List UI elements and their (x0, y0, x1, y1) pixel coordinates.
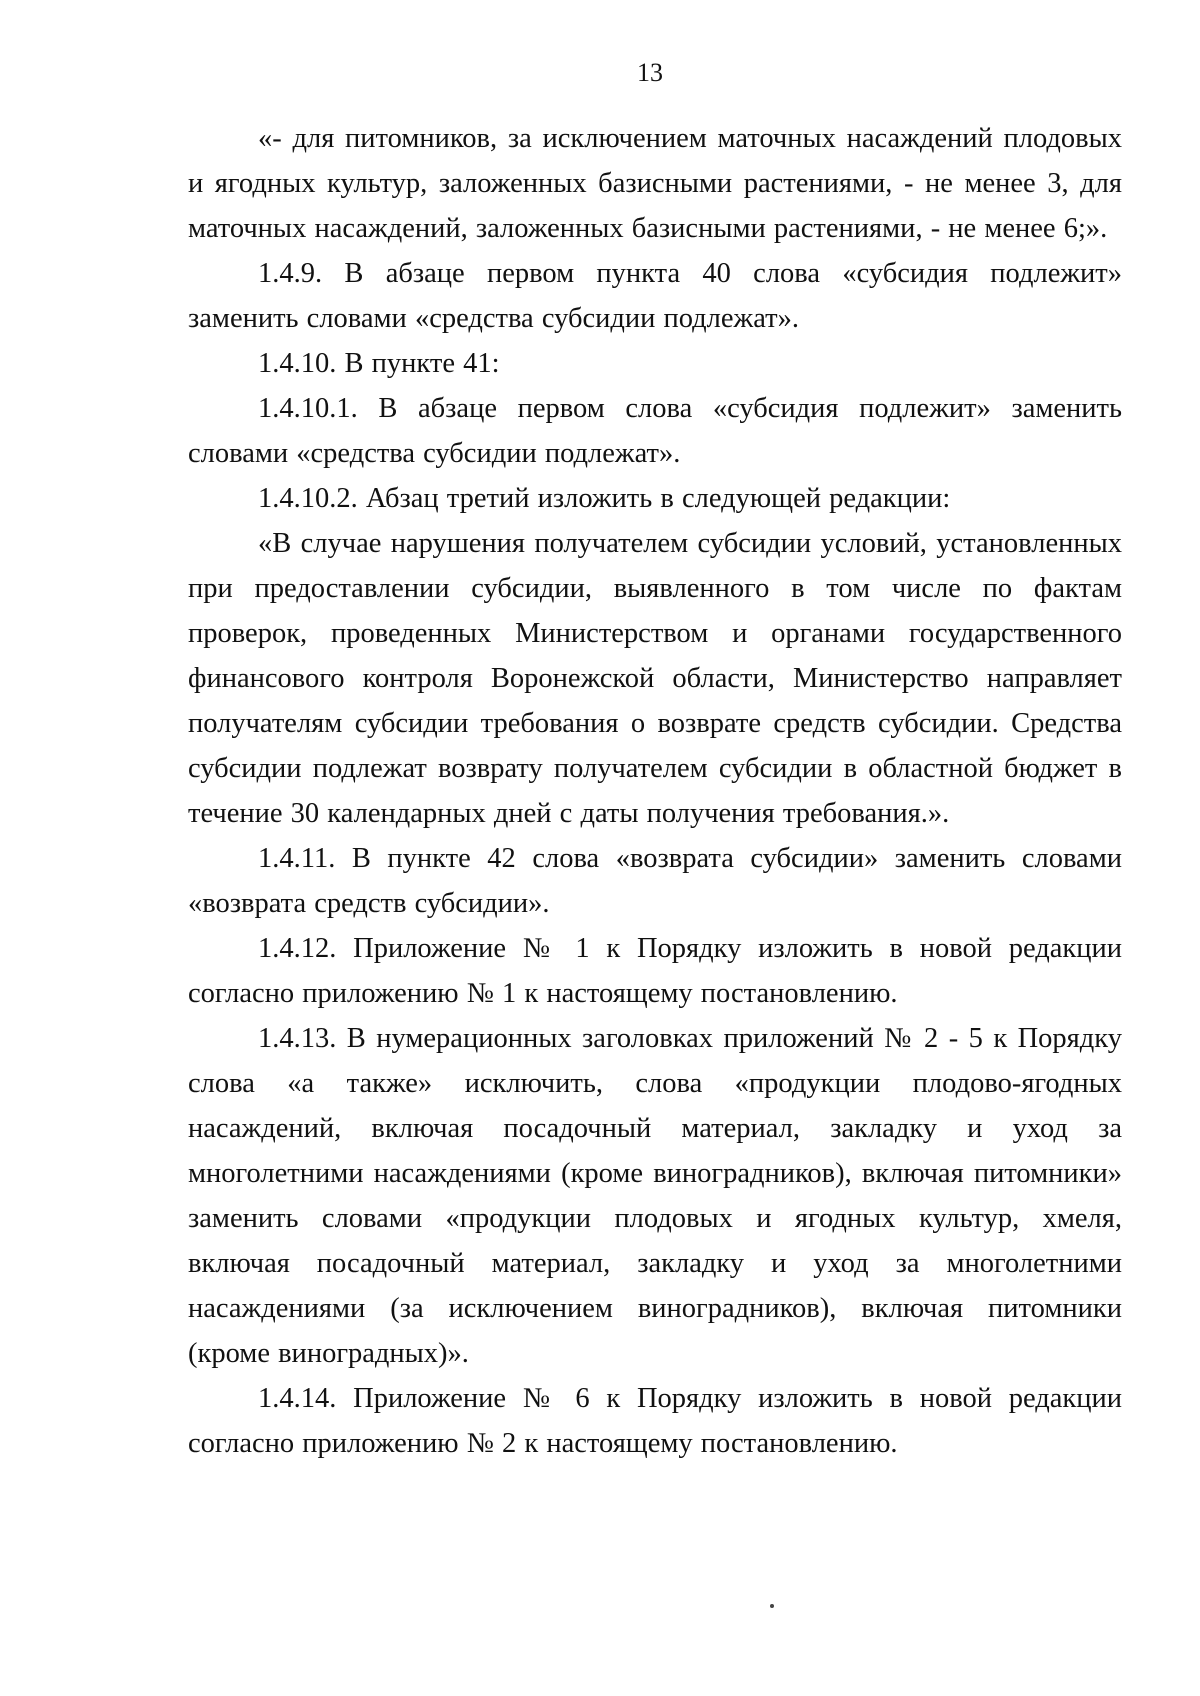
paragraph-1-4-12: 1.4.12. Приложение № 1 к Порядку изложить в новой редакции согласно приложению № 1 к настоящему постановлению. (188, 933, 1122, 1009)
paragraph-1-4-13: 1.4.13. В нумерационных заголовках приложений № 2 - 5 к Порядку слова «а также» исключить, слова «продукции плодово-ягодных насаждений, включая посадочный материал, закладку и уход за многолетними насаждениями (кроме виноградников), включая питомники» заменить словами «продукции плодовых и ягодных культур, хмеля, включая посадочный материал, закладку и уход за многолетними насаждениями (за исключением виноградников), включая питомники (кроме виноградных)». (188, 1023, 1122, 1369)
paragraph-1-4-9: 1.4.9. В абзаце первом пункта 40 слова «субсидия подлежит» заменить словами «средства субсидии подлежат». (188, 258, 1122, 334)
paragraph-1-4-10-1: 1.4.10.1. В абзаце первом слова «субсидия подлежит» заменить словами «средства субсидии подлежат». (188, 393, 1122, 469)
scan-speck (770, 1604, 774, 1608)
document-body (188, 116, 1122, 1466)
paragraph-1-4-11: 1.4.11. В пункте 42 слова «возврата субсидии» заменить словами «возврата средств субсидии». (188, 843, 1122, 919)
paragraph-1-4-14: 1.4.14. Приложение № 6 к Порядку изложить в новой редакции согласно приложению № 2 к настоящему постановлению. (188, 1383, 1122, 1459)
page-number: 13 (637, 58, 663, 87)
paragraph-1-4-10-2: 1.4.10.2. Абзац третий изложить в следующей редакции: (258, 483, 951, 514)
paragraph-1-4-10: 1.4.10. В пункте 41: (258, 348, 500, 379)
paragraph-violation-quote: «В случае нарушения получателем субсидии условий, установленных при предоставлении субсидии, выявленного в том числе по фактам проверок, проведенных Министерством и органами государственного финансового контроля Воронежской области, Министерство направляет получателям субсидии требования о возврате средств субсидии. Средства субсидии подлежат возврату получателем субсидии в областной бюджет в течение 30 календарных дней с даты получения требования.». (188, 528, 1122, 829)
paragraph-nursery-norms: «- для питомников, за исключением маточных насаждений плодовых и ягодных культур, заложенных базисными растениями, - не менее 3, для маточных насаждений, заложенных базисными растениями, - не менее 6;». (188, 123, 1122, 244)
